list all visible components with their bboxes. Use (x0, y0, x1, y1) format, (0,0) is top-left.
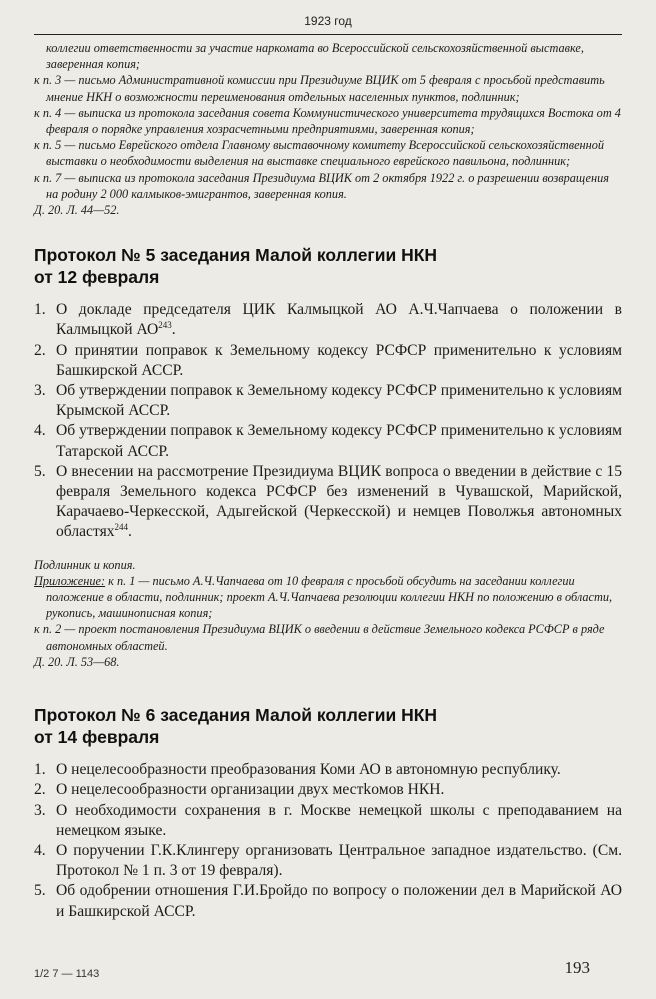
intro-note-item-4: к п. 4 — выписка из протокола заседания совета Коммунистического университета трудящихся Востока от 4 февраля о порядке управления хозрасчетными предприятиями, заверенная копия; (34, 105, 621, 137)
list-item (34, 462, 622, 543)
list-item (34, 760, 622, 780)
item-text: О принятии поправок к Земельному кодексу РСФСР применительно к условиям Башкирской АССР. (56, 341, 622, 379)
appendix-item-2: к п. 2 — проект постановления Президиума ВЦИК о введении в действие Земельного кодекса РСФСР в ряде автономных областей. (34, 622, 605, 653)
item-text: О необходимости сохранения в г. Москве немецкой школы с преподаванием на немецком языке. (56, 801, 622, 839)
list-item (34, 381, 622, 421)
protocol-5-archive-ref: Д. 20. Л. 53—68. (34, 654, 120, 669)
protocol-5-title (34, 244, 622, 288)
item-number: 5. (34, 882, 46, 900)
protocol-5-title-line2: от 12 февраля (34, 267, 160, 288)
item-text: О докладе председателя ЦИК Калмыцкой АО А.Ч.Чапчаева о положении в Калмыцкой АО (56, 301, 622, 339)
page-content (34, 40, 622, 922)
list-item (34, 780, 622, 800)
item-text: О поручении Г.К.Клингеру организовать Центральное западное издательство. (См. Протокол № 1 п. 3 от 19 февраля). (56, 841, 622, 880)
footnote-ref: 244 (114, 522, 129, 533)
protocol-6-title (34, 704, 622, 748)
item-number: 1. (34, 301, 46, 319)
protocol-5-title-line1: Протокол № 5 заседания Малой коллегии НКН (34, 245, 438, 266)
running-header: 1923 год (304, 14, 352, 28)
protocol-6-title-line2: от 14 февраля (34, 727, 160, 748)
intro-note-item-5: к п. 5 — письмо Еврейского отдела Главному выставочному комитету Всероссийской сельскохозяйственной выставки о необходимости выделения на выставке специального еврейского павильона, подлинник; (34, 138, 605, 169)
item-tail: . (171, 321, 176, 339)
original-note: Подлинник и копия. (34, 557, 136, 572)
intro-note-item-3: к п. 3 — письмо Административной комиссии при Президиуме ВЦИК от 5 февраля с просьбой представить мнение НКН о возможности переименования отдельных населенных пунктов, подлинник; (34, 73, 605, 104)
item-text: О внесении на рассмотрение Президиума ВЦИК вопроса о введении в действие с 15 февраля Земельного кодекса РСФСР без изменений в Чувашской, Марийской, Карачаево-Черкесской, Адыгейской (Черкесской) и немцев Поволжья автономных областях (56, 462, 622, 541)
item-number: 3. (34, 382, 46, 400)
item-text: Об утверждении поправок к Земельному кодексу РСФСР применительно к условиям Татарской АССР. (56, 422, 622, 460)
appendix-item-1 (34, 573, 622, 622)
intro-note-item-7: к п. 7 — выписка из протокола заседания Президиума ВЦИК от 2 октября 1922 г. о разрешении возвращения на родину 2 000 калмыков-эмигрантов, заверенная копия. (34, 170, 609, 201)
item-text: Об утверждении поправок к Земельному кодексу РСФСР применительно к условиям Крымской АССР. (56, 382, 622, 420)
list-item (34, 841, 622, 881)
item-number: 3. (34, 801, 46, 819)
intro-note-continuation: коллегии ответственности за участие наркомата во Всероссийской сельскохозяйственной выставке, заверенная копия; (46, 41, 584, 72)
footnote-ref: 243 (158, 320, 172, 331)
item-number: 4. (34, 422, 46, 440)
appendix-text-1: к п. 1 — письмо А.Ч.Чапчаева от 10 февраля с просьбой обсудить на заседании коллегии положение в области, подлинник; проект А.Ч.Чапчаева резолюции коллегии НКН по положению в области, рукопись, машинописная копия; (46, 573, 613, 621)
appendix-label: Приложение: (34, 573, 106, 588)
protocol-5-items (34, 300, 622, 542)
list-item (34, 881, 622, 921)
item-number: 1. (34, 761, 46, 779)
item-text: Об одобрении отношения Г.И.Бройдо по вопросу о положении дел в Марийской АО и Башкирской АССР. (56, 882, 622, 920)
list-item (34, 341, 622, 381)
protocol-6-items (34, 760, 622, 922)
item-number: 2. (34, 781, 46, 799)
item-number: 4. (34, 841, 46, 859)
page-number: 193 (564, 958, 590, 977)
item-tail: . (128, 523, 132, 541)
printer-signature: 1/2 7 — 1143 (34, 968, 100, 980)
item-text: О нецелесообразности организации двух местkомов НКН. (56, 781, 445, 799)
item-text: О нецелесообразности преобразования Коми АО в автономную республику. (56, 761, 561, 779)
protocol-6-title-line1: Протокол № 6 заседания Малой коллегии НКН (34, 705, 438, 726)
item-number: 5. (34, 462, 46, 480)
list-item (34, 421, 622, 461)
item-number: 2. (34, 341, 46, 359)
intro-archive-ref: Д. 20. Л. 44—52. (34, 203, 120, 218)
list-item (34, 801, 622, 841)
header-rule (34, 34, 622, 35)
list-item (34, 300, 622, 340)
